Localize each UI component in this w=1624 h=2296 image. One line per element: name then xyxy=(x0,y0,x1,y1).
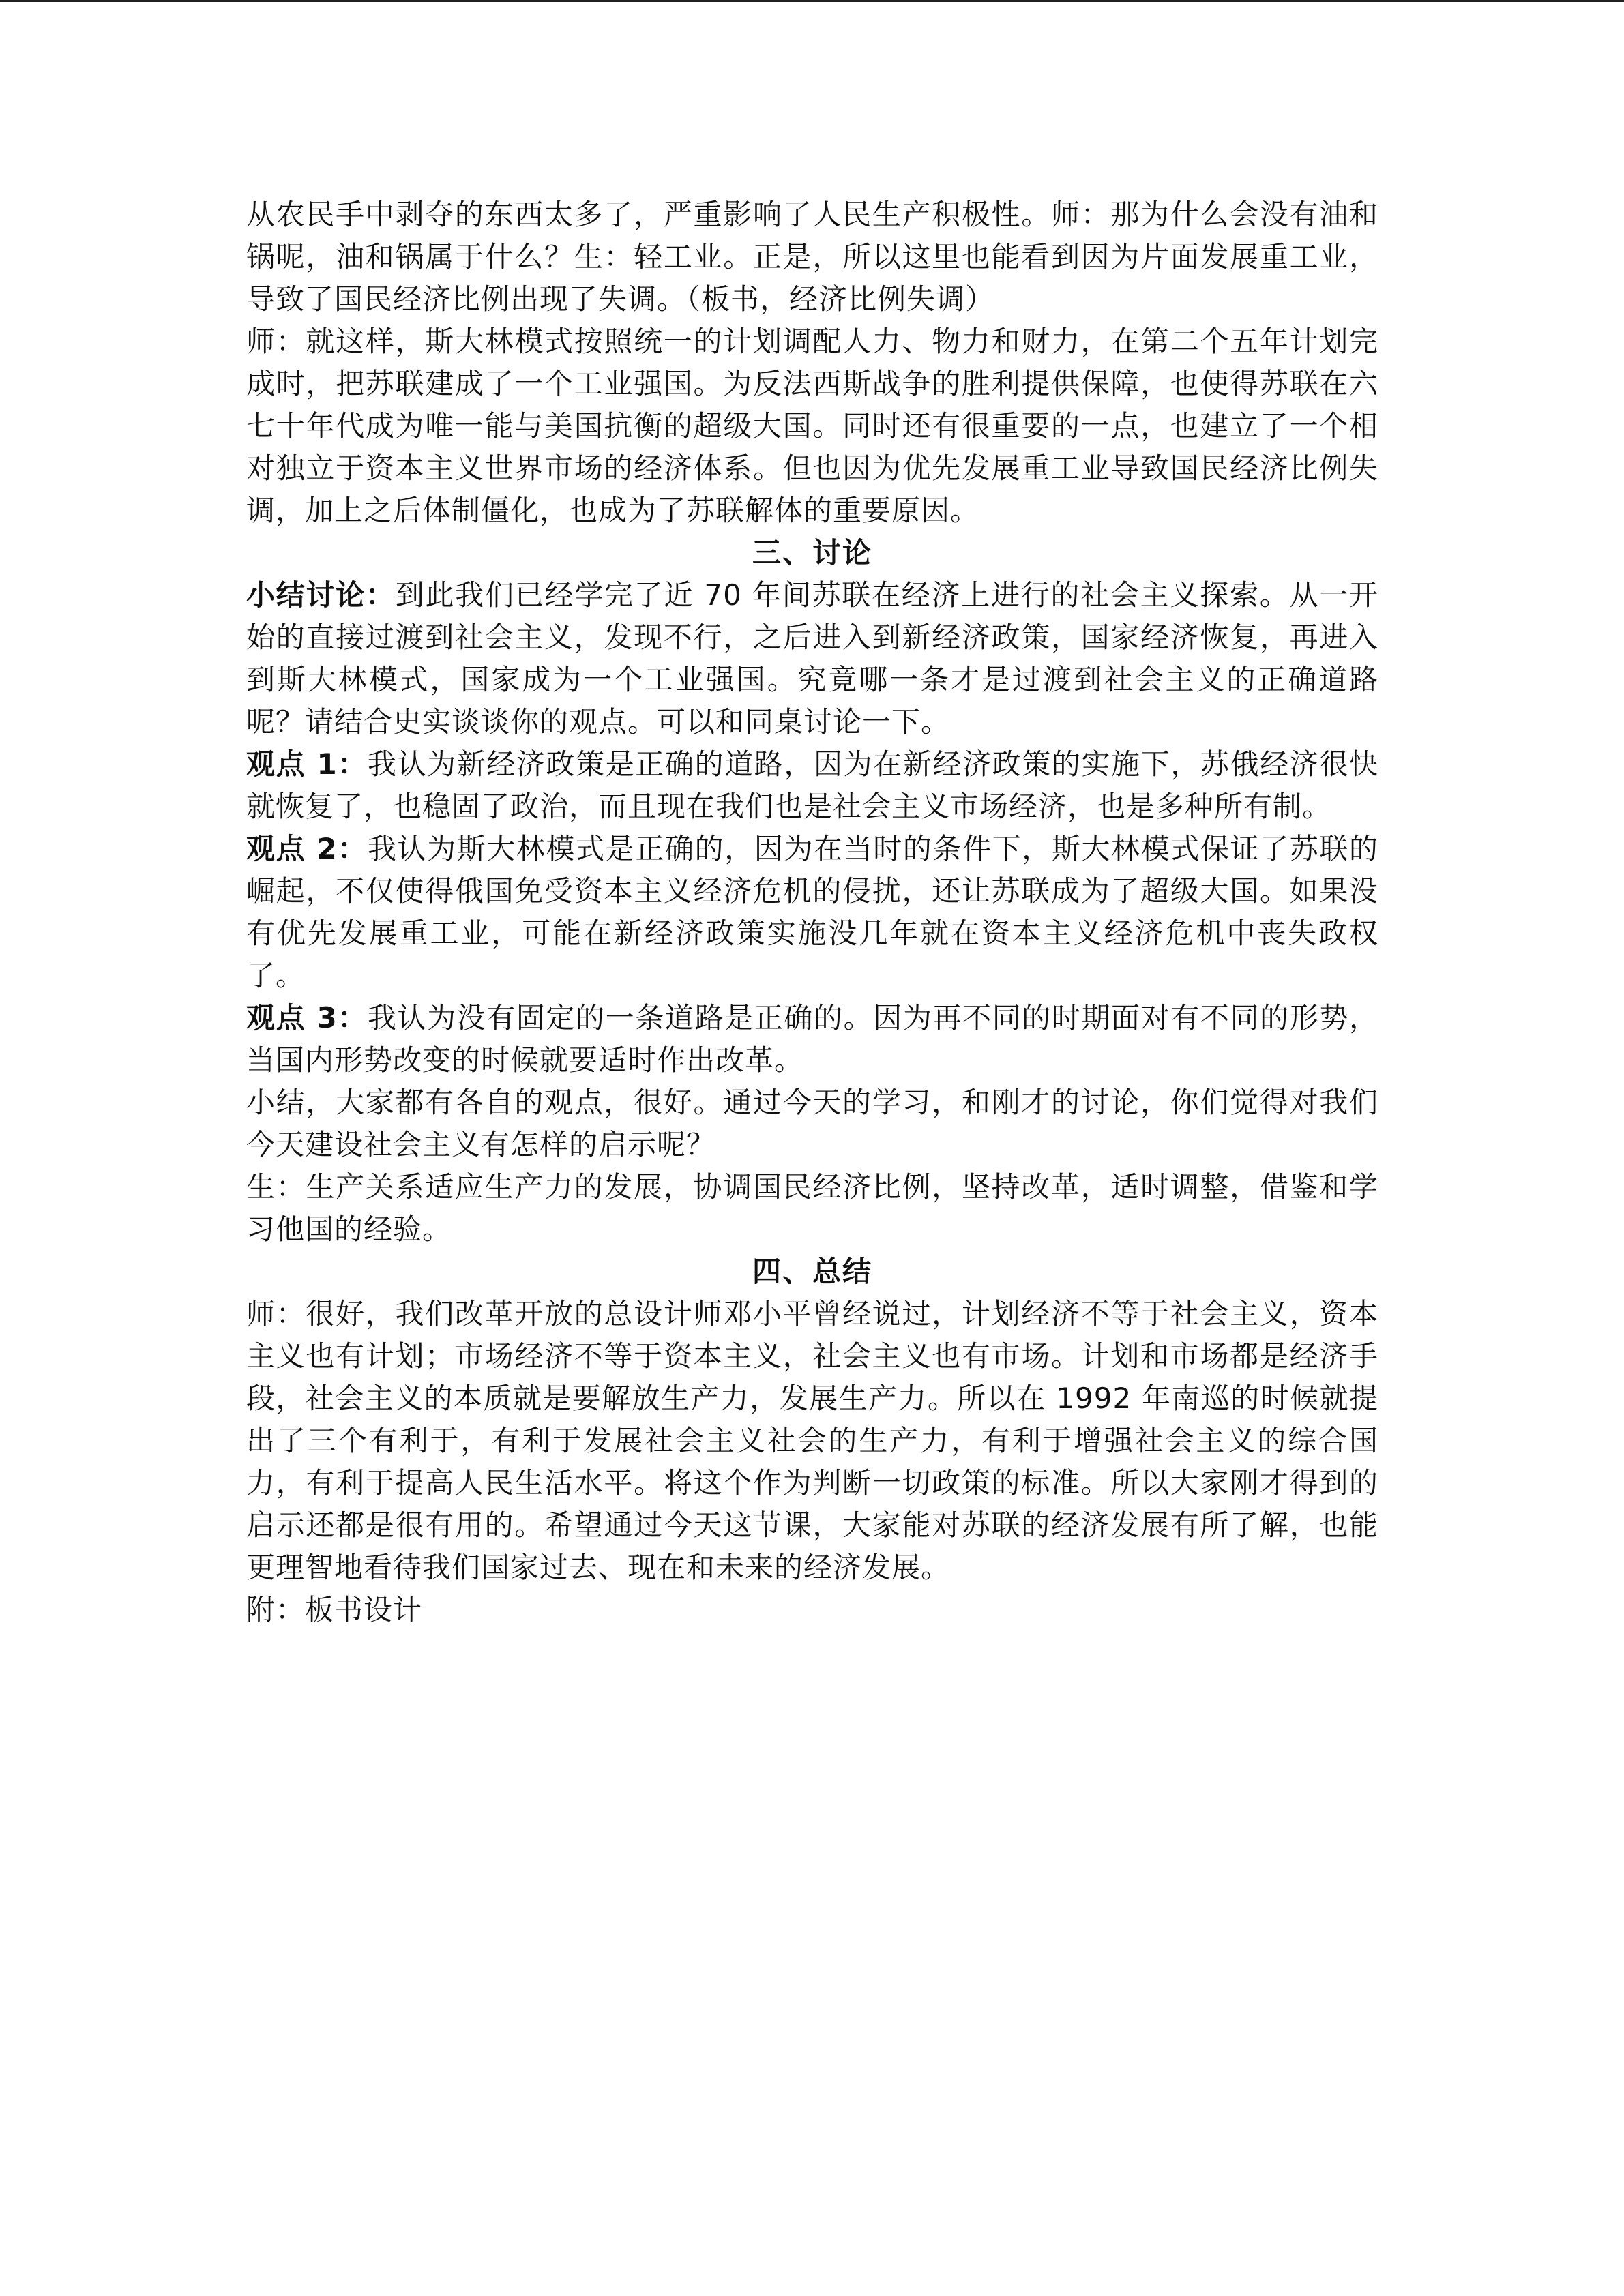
paragraph-student-answer: 生：生产关系适应生产力的发展，协调国民经济比例，坚持改革，适时调整，借鉴和学习他国的经验。 xyxy=(246,1170,1378,1246)
summary-discussion-label: 小结讨论： xyxy=(246,578,396,612)
section-heading-conclusion: 四、总结 xyxy=(752,1255,872,1288)
paragraph-stalin-model: 师：就这样，斯大林模式按照统一的计划调配人力、物力和财力，在第二个五年计划完成时，把苏联建成了一个工业强国。为反法西斯战争的胜利提供保障，也使得苏联在六七十年代成为唯一能与美国抗衡的超级大国。同时还有很重要的一点，也建立了一个相对独立于资本主义世界市场的经济体系。但也因为优先发展重工业导致国民经济比例失调，加上之后体制僵化，也成为了苏联解体的重要原因。 xyxy=(246,325,1378,527)
paragraph-viewpoint-2: 观点 2：我认为斯大林模式是正确的，因为在当时的条件下，斯大林模式保证了苏联的崛起，不仅使得俄国免受资本主义经济危机的侵扰，还让苏联成为了超级大国。如果没有优先发展重工业，可能在新经济政策实施没几年就在资本主义经济危机中丧失政权了。 xyxy=(246,832,1378,992)
paragraph-summary-discussion: 小结讨论：到此我们已经学完了近 70 年间苏联在经济上进行的社会主义探索。从一开始的直接过渡到社会主义，发现不行，之后进入到新经济政策，国家经济恢复，再进入到斯大林模式，国家成为一个工业强国。究竟哪一条才是过渡到社会主义的正确道路呢？请结合史实谈谈你的观点。可以和同桌讨论一下。 xyxy=(246,578,1378,739)
document-page xyxy=(246,194,1378,1631)
paragraph-summary-question: 小结，大家都有各自的观点，很好。通过今天的学习，和刚才的讨论，你们觉得对我们今天建设社会主义有怎样的启示呢？ xyxy=(246,1086,1378,1161)
viewpoint-2-label: 观点 2： xyxy=(246,832,368,865)
paragraph-conclusion: 师：很好，我们改革开放的总设计师邓小平曾经说过，计划经济不等于社会主义，资本主义也有计划；市场经济不等于资本主义，社会主义也有市场。计划和市场都是经济手段，社会主义的本质就是要解放生产力，发展生产力。所以在 1992 年南巡的时候就提出了三个有利于，有利于发展社会主义社会的生产力，有利于增强社会主义的综合国力，有利于提高人民生活水平。将这个作为判断一切政策的标准。所以大家刚才得到的启示还都是很有用的。希望通过今天这节课，大家能对苏联的经济发展有所了解，也能更理智地看待我们国家过去、现在和未来的经济发展。 xyxy=(246,1297,1378,1584)
paragraph-viewpoint-3: 观点 3：我认为没有固定的一条道路是正确的。因为再不同的时期面对有不同的形势，当国内形势改变的时候就要适时作出改革。 xyxy=(246,1001,1378,1077)
page-top-border xyxy=(0,0,1624,2)
paragraph-viewpoint-1: 观点 1：我认为新经济政策是正确的道路，因为在新经济政策的实施下，苏俄经济很快就恢复了，也稳固了政治，而且现在我们也是社会主义市场经济，也是多种所有制。 xyxy=(246,747,1378,823)
viewpoint-3-label: 观点 3： xyxy=(246,1001,368,1034)
paragraph-farmers-light-industry: 从农民手中剥夺的东西太多了，严重影响了人民生产积极性。师：那为什么会没有油和锅呢，油和锅属于什么？生：轻工业。正是，所以这里也能看到因为片面发展重工业，导致了国民经济比例出现了失调。（板书，经济比例失调） xyxy=(246,198,1378,316)
section-heading-discussion: 三、讨论 xyxy=(752,536,872,569)
paragraph-appendix: 附：板书设计 xyxy=(246,1593,423,1626)
viewpoint-1-label: 观点 1： xyxy=(246,747,368,781)
